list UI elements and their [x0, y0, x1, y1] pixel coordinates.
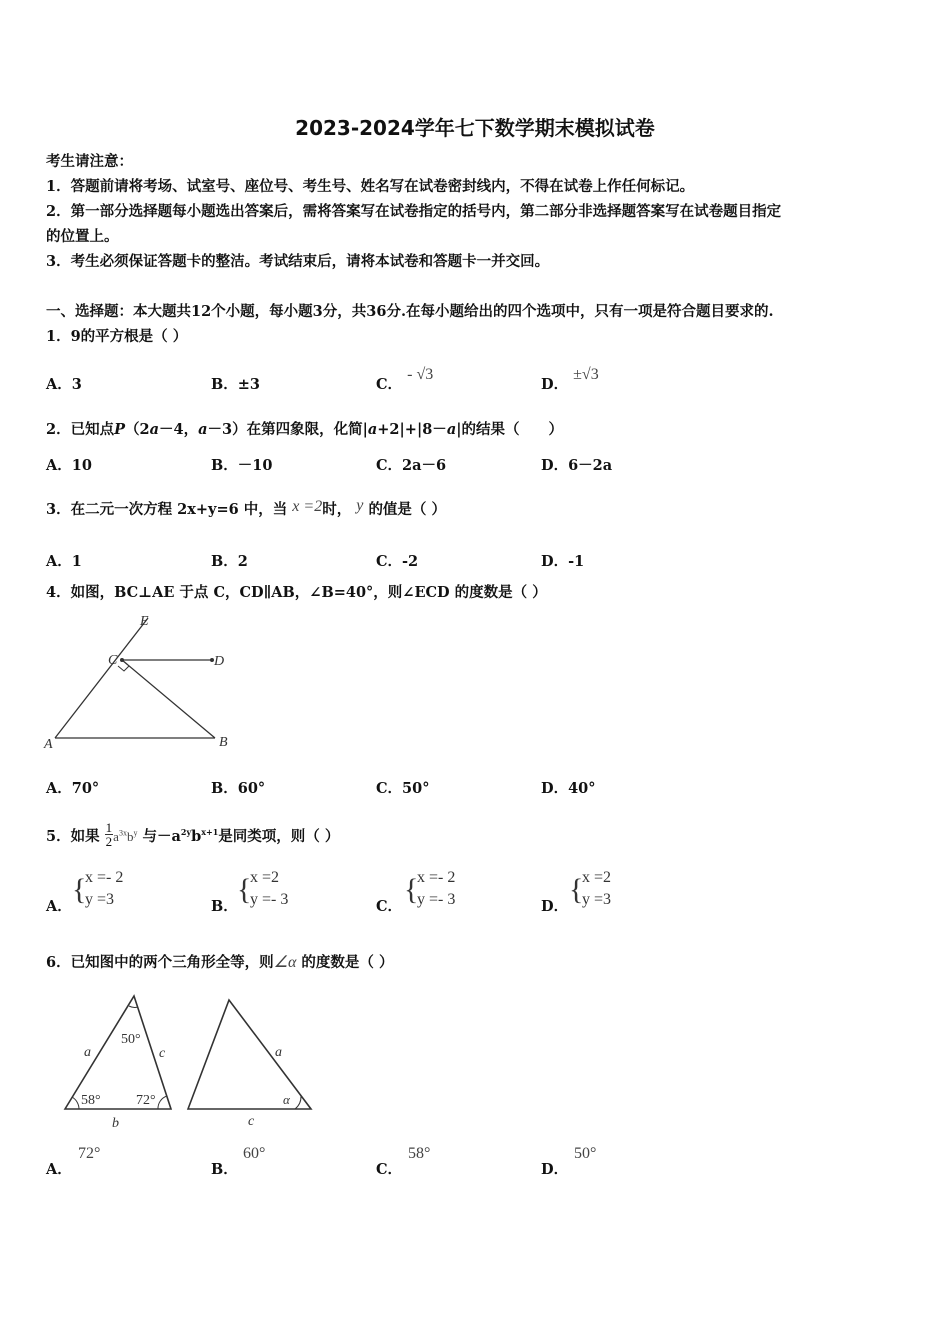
- q5-option-a: A．: [46, 898, 72, 915]
- equation: x =2: [582, 869, 612, 886]
- angle-left-label: 58°: [81, 1093, 101, 1108]
- angle-top-label: 50°: [121, 1032, 141, 1047]
- stem-formula: y: [356, 497, 364, 514]
- q3-option-a: A．1: [46, 553, 82, 570]
- label-d: D: [214, 654, 225, 669]
- triangle-2: [188, 1000, 311, 1109]
- stem-var: a: [367, 421, 378, 438]
- stem-text: b: [191, 827, 202, 845]
- q3-option-d: D．-1: [541, 553, 585, 570]
- notice-item: 3．考生必须保证答题卡的整洁。考试结束后，请将本试卷和答题卡一并交回。: [46, 253, 550, 270]
- q4-option-a: A．70°: [46, 780, 100, 797]
- stem-var: a: [446, 421, 457, 438]
- page-title: 2023-2024学年七下数学期末模拟试卷: [295, 116, 655, 140]
- q6-option-a: A．: [46, 1161, 72, 1178]
- side-c-label: c: [248, 1114, 255, 1129]
- angle-arc: [158, 1096, 167, 1109]
- q6-option-b: B．: [211, 1161, 238, 1178]
- question-5-stem: [46, 822, 339, 850]
- stem-formula: ∠α: [273, 954, 297, 971]
- q5-option-b: B．: [211, 898, 238, 915]
- q5-option-b-system: [250, 867, 288, 911]
- side-a-label: a: [275, 1045, 282, 1060]
- q2-option-c: C．2a－6: [376, 457, 447, 474]
- fraction-numerator: 1: [105, 820, 113, 836]
- q1-option-d: [541, 366, 599, 394]
- stem-var: a: [149, 421, 159, 438]
- equation: x =- 2: [417, 869, 456, 886]
- stem-text: 时，: [322, 501, 352, 518]
- angle-arc: [295, 1096, 301, 1109]
- angle-arc: [72, 1097, 79, 1109]
- brace-icon: {: [569, 873, 584, 906]
- stem-text: （2: [125, 421, 150, 438]
- q4-option-d: D．40°: [541, 780, 596, 797]
- stem-text: +2|+|8－: [377, 421, 447, 438]
- q5-option-d: D．: [541, 898, 569, 915]
- stem-text: 5．如果: [46, 827, 100, 845]
- stem-text: 是同类项，则（ ）: [218, 827, 340, 845]
- fraction: [105, 821, 114, 848]
- notice-item: 1．答题前请将考场、试室号、座位号、考生号、姓名写在试卷密封线内，不得在试卷上作任何标记。: [46, 178, 695, 195]
- line-ae: [55, 618, 148, 738]
- side-c-label: c: [159, 1046, 166, 1061]
- q6-option-d: D．: [541, 1161, 569, 1178]
- label-a: A: [44, 737, 53, 752]
- notice-item: 2．第一部分选择题每小题选出答案后，需将答案写在试卷指定的括号内，第二部分非选择题答案写在试卷题目指定: [46, 203, 782, 220]
- stem-var: P: [114, 421, 125, 438]
- stem-text: 与－a: [142, 827, 181, 845]
- fraction-denominator: 2: [105, 834, 113, 850]
- option-label: C．: [376, 376, 403, 393]
- q3-option-b: B．2: [211, 553, 248, 570]
- stem-text: －4，: [159, 421, 199, 438]
- stem-text: 的值是（ ）: [368, 501, 446, 518]
- equation: y =- 3: [417, 891, 456, 908]
- term-base: a: [113, 828, 119, 844]
- equation: x =2: [250, 869, 280, 886]
- equation: x =- 2: [85, 869, 124, 886]
- stem-formula: x =2: [292, 498, 323, 515]
- label-c: C: [108, 653, 118, 668]
- stem-text: －3）在第四象限，化简|: [207, 421, 368, 438]
- notice-heading: 考生请注意：: [46, 153, 133, 170]
- question-6-stem: [46, 953, 393, 973]
- brace-icon: {: [237, 873, 252, 906]
- term-base: b: [126, 828, 134, 844]
- q2-option-d: D．6－2a: [541, 457, 613, 474]
- q6-option-b-value: 60°: [243, 1145, 266, 1162]
- q6-option-d-value: 50°: [574, 1145, 597, 1162]
- section-header: 一、选择题：本大题共12个小题，每小题3分，共36分.在每小题给出的四个选项中，只有一项是符合题目要求的.: [46, 303, 774, 320]
- angle-right-label: 72°: [136, 1093, 156, 1108]
- stem-text: |的结果（ ）: [456, 421, 563, 438]
- q1-option-b: B．±3: [211, 376, 260, 393]
- question-3-stem: [46, 497, 446, 520]
- equation: y =3: [85, 891, 115, 908]
- question-1-stem: 1．9的平方根是（ ）: [46, 328, 188, 345]
- q5-option-c: C．: [376, 898, 403, 915]
- q6-option-c: C．: [376, 1161, 403, 1178]
- stem-text: 的度数是（ ）: [301, 954, 394, 971]
- q6-option-c-value: 58°: [408, 1145, 431, 1162]
- stem-var: a: [198, 421, 208, 438]
- question-4-stem: 4．如图，BC⊥AE 于点 C，CD∥AB，∠B=40°，则∠ECD 的度数是（ ）: [46, 584, 547, 601]
- brace-icon: {: [404, 873, 419, 906]
- exponent: x+1: [201, 827, 219, 837]
- term1: [113, 829, 137, 844]
- q5-option-d-system: [582, 867, 611, 911]
- brace-icon: {: [72, 873, 87, 906]
- stem-text: 6．已知图中的两个三角形全等，则: [46, 954, 274, 971]
- label-e: E: [140, 614, 149, 629]
- point-c: [120, 658, 124, 662]
- stem-text: 3．在二元一次方程 2x+y=6 中，当: [46, 501, 288, 518]
- exponent: 2y: [180, 827, 192, 837]
- q6-figure: [55, 988, 325, 1133]
- question-2-stem: [46, 420, 563, 440]
- side-b-label: b: [112, 1116, 119, 1131]
- equation: y =- 3: [250, 891, 289, 908]
- q4-option-b: B．60°: [211, 780, 266, 797]
- line-cb: [122, 660, 215, 738]
- q2-option-a: A．10: [46, 457, 92, 474]
- term-exponent: y: [133, 828, 138, 838]
- q1-option-c: [376, 366, 434, 394]
- side-a-label: a: [84, 1045, 91, 1060]
- label-b: B: [219, 735, 228, 750]
- option-value: - √3: [407, 366, 434, 383]
- equation: y =3: [582, 891, 612, 908]
- q6-option-a-value: 72°: [78, 1145, 101, 1162]
- option-value: ±√3: [573, 366, 599, 383]
- q2-option-b: B．－10: [211, 457, 273, 474]
- stem-text: 2．已知点: [46, 421, 115, 438]
- notice-item: 的位置上。: [46, 228, 119, 245]
- option-label: D．: [541, 376, 569, 393]
- term-exponent: 3x: [118, 828, 127, 838]
- q5-option-c-system: [417, 867, 455, 911]
- angle-alpha-label: α: [283, 1092, 290, 1107]
- right-angle-mark: [118, 666, 129, 671]
- q3-option-c: C．-2: [376, 553, 419, 570]
- q4-option-c: C．50°: [376, 780, 430, 797]
- q4-figure: [40, 608, 250, 758]
- q1-option-a: A．3: [46, 376, 82, 393]
- q5-option-a-system: [85, 867, 123, 911]
